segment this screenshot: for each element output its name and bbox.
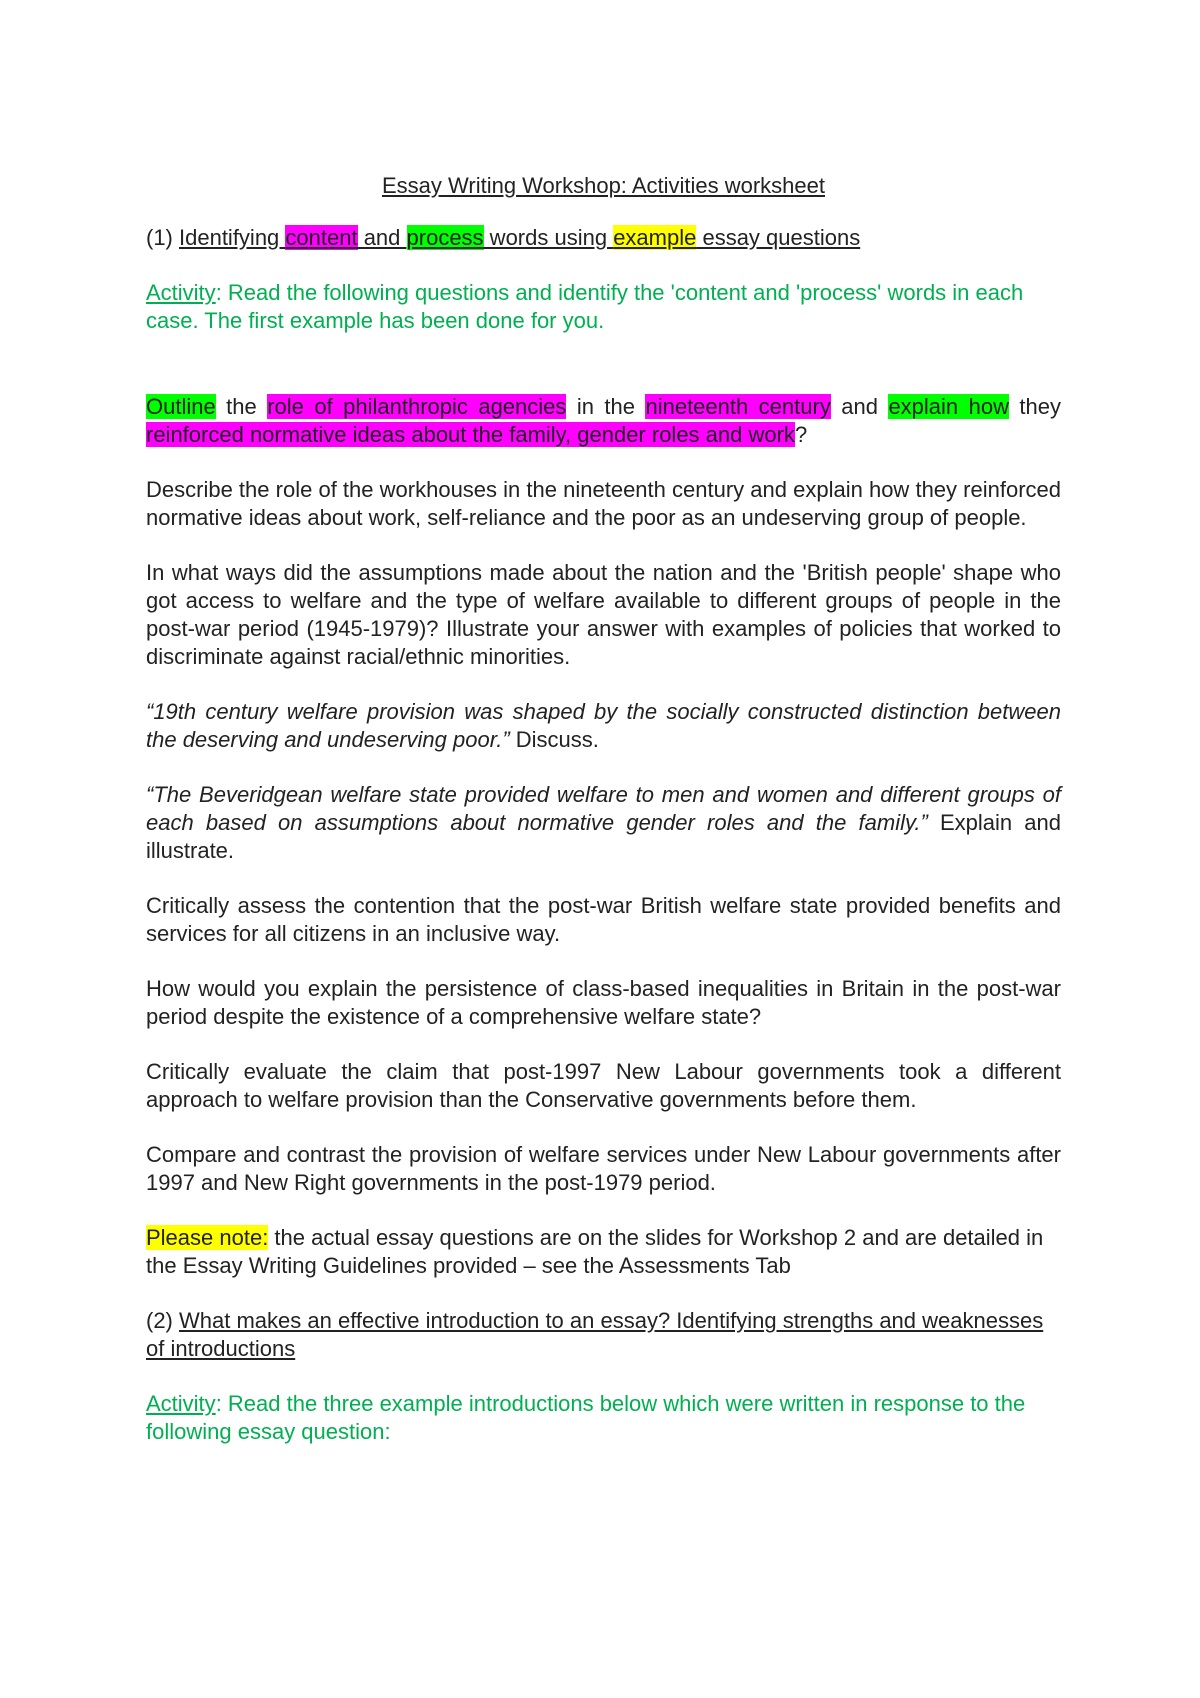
question-quote: “19th century welfare provision was shaped by the socially constructed distinction between the deserving and undeserving poor.” bbox=[146, 699, 1061, 752]
question-class-inequalities: How would you explain the persistence of class-based inequalities in Britain in the post-war period despite the existence of a comprehensive welfare state? bbox=[146, 976, 1061, 1029]
example-part: explain how bbox=[888, 394, 1009, 419]
example-part: role of philanthropic agencies bbox=[267, 394, 567, 419]
please-note bbox=[146, 1224, 1061, 1280]
please-note-text: the actual essay questions are on the slides for Workshop 2 and are detailed in the Essay Writing Guidelines provided – see the Assessments Tab bbox=[146, 1225, 1044, 1278]
question-workhouses: Describe the role of the workhouses in the nineteenth century and explain how they reinforced normative ideas about work, self-reliance and the poor as an undeserving group of people. bbox=[146, 477, 1061, 530]
section-1-heading bbox=[146, 224, 1061, 252]
question-new-labour-claim: Critically evaluate the claim that post-1997 New Labour governments took a different approach to welfare provision than the Conservative governments before them. bbox=[146, 1059, 1061, 1112]
section-1-number: (1) bbox=[146, 225, 179, 250]
document-title: Essay Writing Workshop: Activities worksheet bbox=[381, 173, 825, 198]
activity-1-text: : Read the following questions and identify the 'content and 'process' words in each case. The first example has been done for you. bbox=[146, 280, 1024, 333]
example-part: they bbox=[1008, 394, 1062, 419]
process-highlight: process bbox=[406, 225, 484, 250]
section-2-title: What makes an effective introduction to an essay? Identifying strengths and weaknesses of introductions bbox=[146, 1308, 1044, 1361]
question-quote: “The Beveridgean welfare state provided welfare to men and women and different groups of each based on assumptions about normative gender roles and the family.” bbox=[146, 782, 1061, 835]
question-tail: Explain and illustrate. bbox=[146, 810, 1061, 863]
question-british-people: In what ways did the assumptions made about the nation and the 'British people' shape who got access to welfare and the type of welfare available to different groups of people in the post-war period (1945-1979)? Illustrate your answer with examples of policies that worked to discriminate against racial/ethnic minorities. bbox=[146, 560, 1061, 669]
example-part: and bbox=[830, 394, 889, 419]
document-body bbox=[146, 172, 1061, 1473]
example-part: the bbox=[215, 394, 268, 419]
question-inclusive: Critically assess the contention that the post-war British welfare state provided benefits and services for all citizens in an inclusive way. bbox=[146, 893, 1061, 946]
section-1-part: Identifying bbox=[179, 225, 286, 250]
section-1-title bbox=[179, 225, 860, 250]
question-19th-century bbox=[146, 698, 1061, 754]
section-2-number: (2) bbox=[146, 1308, 179, 1333]
activity-2-instruction bbox=[146, 1390, 1061, 1446]
activity-2-label: Activity bbox=[146, 1391, 216, 1416]
activity-2-text: : Read the three example introductions below which were written in response to the following essay question: bbox=[146, 1391, 1026, 1444]
question-tail: Discuss. bbox=[509, 727, 599, 752]
question-compare-contrast: Compare and contrast the provision of welfare services under New Labour governments after 1997 and New Right governments in the post-1979 period. bbox=[146, 1142, 1061, 1195]
example-part: ? bbox=[794, 422, 808, 447]
example-question bbox=[146, 393, 1061, 449]
example-part: Outline bbox=[146, 394, 216, 419]
section-1-part: essay questions bbox=[696, 225, 861, 250]
example-part: nineteenth century bbox=[645, 394, 831, 419]
section-1-part: words using bbox=[483, 225, 614, 250]
example-part: in the bbox=[566, 394, 646, 419]
content-highlight: content bbox=[285, 225, 358, 250]
please-note-label: Please note: bbox=[146, 1225, 269, 1250]
activity-1-label: Activity bbox=[146, 280, 216, 305]
section-2-heading bbox=[146, 1307, 1061, 1363]
example-part: reinforced normative ideas about the family, gender roles and work bbox=[146, 422, 795, 447]
question-beveridgean bbox=[146, 781, 1061, 865]
example-highlight: example bbox=[613, 225, 697, 250]
section-1-part: and bbox=[357, 225, 407, 250]
activity-1-instruction bbox=[146, 279, 1061, 335]
